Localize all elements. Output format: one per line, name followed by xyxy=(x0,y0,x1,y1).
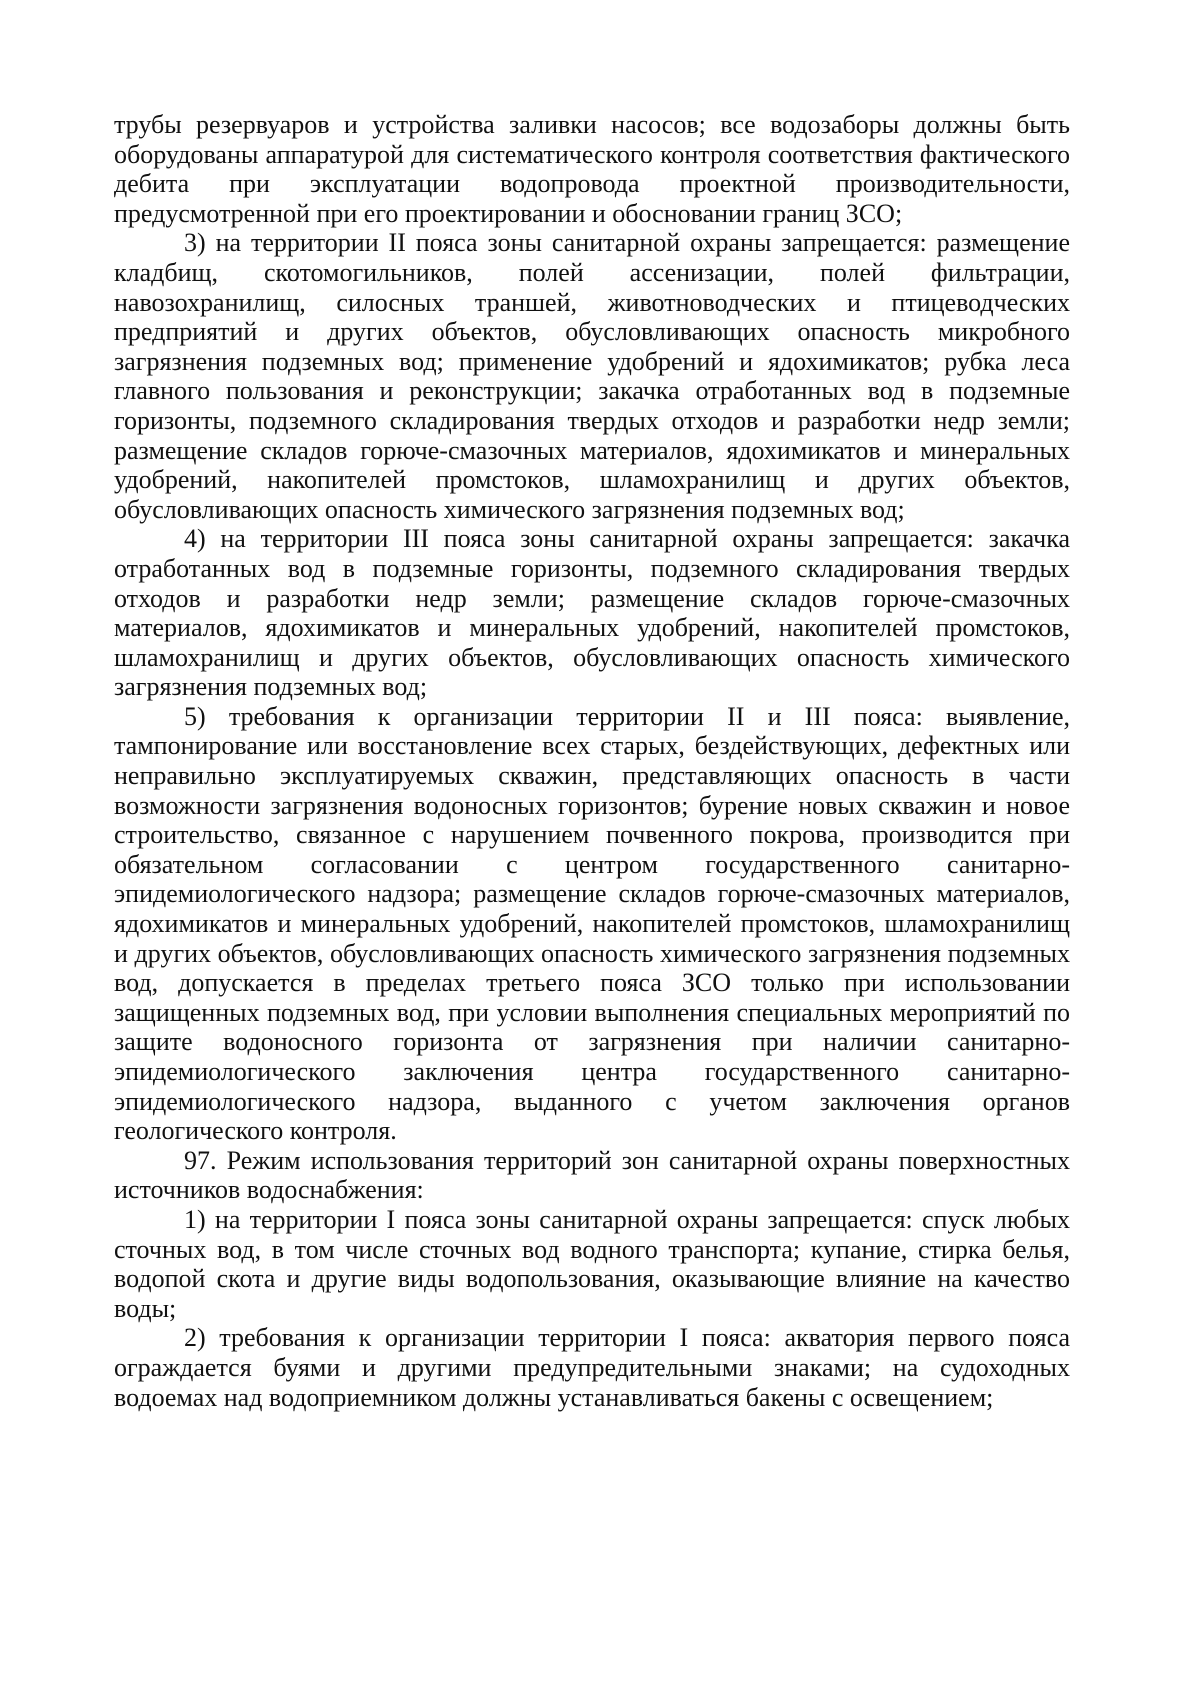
paragraph-97-item-1: 1) на территории I пояса зоны санитарной охраны запрещается: спуск любых сточных вод, в том числе сточных вод водного транспорта; купание, стирка белья, водопой скота и другие виды водопользования, оказывающие влияние на качество воды; xyxy=(114,1204,1070,1323)
paragraph-item-4: 4) на территории III пояса зоны санитарной охраны запрещается: закачка отработанных вод в подземные горизонты, подземного складирования твердых отходов и разработки недр земли; размещение складов горюче-смазочных материалов, ядохимикатов и минеральных удобрений, накопителей промстоков, шламохранилищ и других объектов, обусловливающих опасность химического загрязнения подземных вод; xyxy=(114,524,1070,702)
paragraph-item-5: 5) требования к организации территории II и III пояса: выявление, тампонирование или восстановление всех старых, бездействующих, дефектных или неправильно эксплуатируемых скважин, представляющих опасность в части возможности загрязнения водоносных горизонтов; бурение новых скважин и новое строительство, связанное с нарушением почвенного покрова, производится при обязательном согласовании с центром государственного санитарно-эпидемиологического надзора; размещение складов горюче-смазочных материалов, ядохимикатов и минеральных удобрений, накопителей промстоков, шламохранилищ и других объектов, обусловливающих опасность химического загрязнения подземных вод, допускается в пределах третьего пояса ЗСО только при использовании защищенных подземных вод, при условии выполнения специальных мероприятий по защите водоносного горизонта от загрязнения при наличии санитарно-эпидемиологического заключения центра государственного санитарно-эпидемиологического надзора, выданного с учетом заключения органов геологического контроля. xyxy=(114,701,1070,1146)
document-page xyxy=(114,110,1070,1412)
paragraph-section-97: 97. Режим использования территорий зон санитарной охраны поверхностных источников водоснабжения: xyxy=(114,1145,1070,1205)
paragraph-continuation: трубы резервуаров и устройства заливки насосов; все водозаборы должны быть оборудованы аппаратурой для систематического контроля соответствия фактического дебита при эксплуатации водопровода проектной производительности, предусмотренной при его проектировании и обосновании границ ЗСО; xyxy=(114,110,1070,228)
paragraph-item-3: 3) на территории II пояса зоны санитарной охраны запрещается: размещение кладбищ, скотомогильников, полей ассенизации, полей фильтрации, навозохранилищ, силосных траншей, животноводческих и птицеводческих предприятий и других объектов, обусловливающих опасность микробного загрязнения подземных вод; применение удобрений и ядохимикатов; рубка леса главного пользования и реконструкции; закачка отработанных вод в подземные горизонты, подземного складирования твердых отходов и разработки недр земли; размещение складов горюче-смазочных материалов, ядохимикатов и минеральных удобрений, накопителей промстоков, шламохранилищ и других объектов, обусловливающих опасность химического загрязнения подземных вод; xyxy=(114,228,1070,524)
paragraph-97-item-2: 2) требования к организации территории I пояса: акватория первого пояса ограждается буями и другими предупредительными знаками; на судоходных водоемах над водоприемником должны устанавливаться бакены с освещением; xyxy=(114,1323,1070,1412)
